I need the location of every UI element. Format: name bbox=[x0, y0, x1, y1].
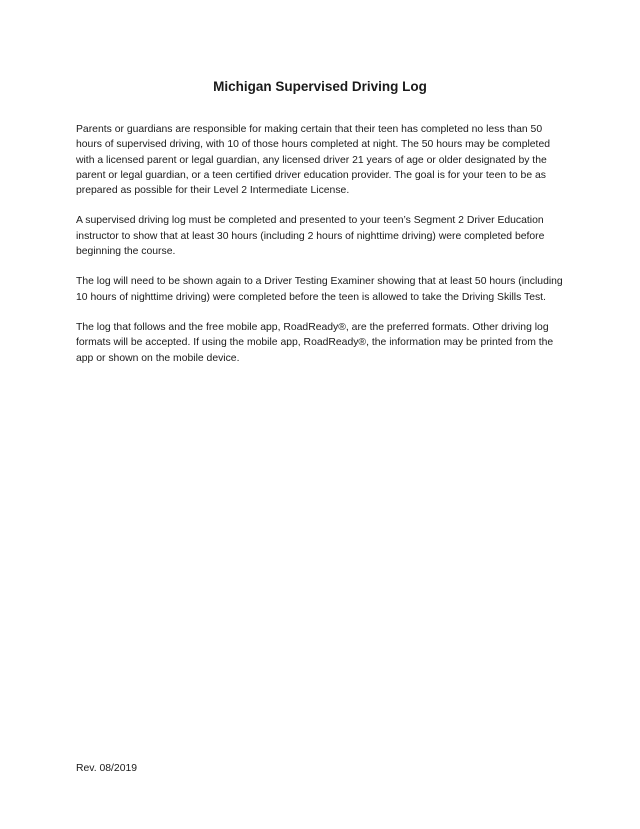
paragraph-requirements: Parents or guardians are responsible for making certain that their teen has completed no less than 50 hours of supervised driving, with 10 of those hours completed at night. The 50 hours may be completed with a licensed parent or legal guardian, any licensed driver 21 years of age or older designated by the parent or legal guardian, or a teen certified driver education provider. The goal is for your teen to be as prepared as possible for their Level 2 Intermediate License. bbox=[76, 124, 551, 197]
paragraph-formats: The log that follows and the free mobile app, RoadReady®, are the preferred formats. Other driving log formats will be accepted. If using the mobile app, RoadReady®, the information may be printed from the app or shown on the mobile device. bbox=[76, 321, 554, 364]
revision-footer: Rev. 08/2019 bbox=[76, 763, 138, 774]
page-title: Michigan Supervised Driving Log bbox=[213, 79, 427, 94]
paragraph-segment-2: A supervised driving log must be completed and presented to your teen’s Segment 2 Driver Education instructor to show that at least 30 hours (including 2 hours of nighttime driving) were completed before beginning the course. bbox=[76, 215, 545, 258]
document-body bbox=[76, 122, 564, 381]
paragraph-skills-test: The log will need to be shown again to a Driver Testing Examiner showing that at least 50 hours (including 10 hours of nighttime driving) were completed before the teen is allowed to take the Driving Skills Test. bbox=[76, 276, 563, 303]
